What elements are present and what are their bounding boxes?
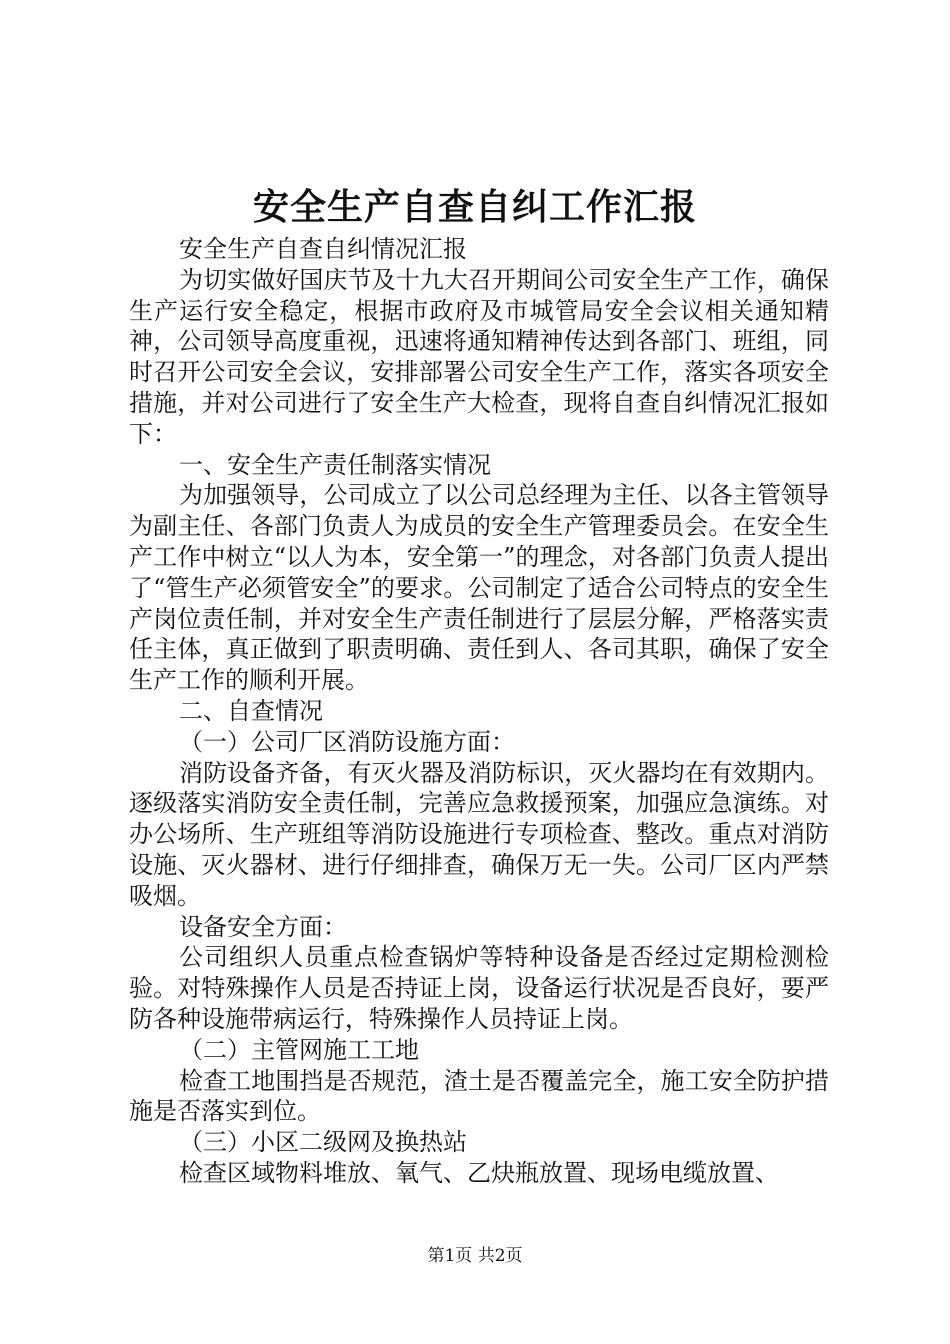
section-heading-2: 二、自查情况 xyxy=(179,696,323,725)
body-paragraph: 检查区域物料堆放、氧气、乙炔瓶放置、现场电缆放置、 xyxy=(179,1158,779,1187)
intro-paragraph: 为切实做好国庆节及十九大召开期间公司安全生产工作，确保生产运行安全稳定，根据市政府及市城管局安全会议相关通知精神，公司领导高度重视，迅速将通知精神传达到各部门、班组，同时召开公司安全会议，安排部署公司安全生产工作，落实各项安全措施，并对公司进行了安全生产大检查，现将自查自纠情况汇报如下： xyxy=(129,265,829,448)
subsection-heading: 设备安全方面： xyxy=(179,912,347,941)
document-body xyxy=(129,234,829,1189)
body-paragraph: 消防设备齐备，有灭火器及消防标识，灭火器均在有效期内。逐级落实消防安全责任制，完善应急救援预案，加强应急演练。对办公场所、生产班组等消防设施进行专项检查、整改。重点对消防设施、灭火器材、进行仔细排查，确保万无一失。公司厂区内严禁吸烟。 xyxy=(129,758,829,910)
subtitle-paragraph: 安全生产自查自纠情况汇报 xyxy=(179,235,467,263)
body-paragraph: 为加强领导，公司成立了以公司总经理为主任、以各主管领导为副主任、各部门负责人为成员的安全生产管理委员会。在安全生产工作中树立“以人为本，安全第一”的理念，对各部门负责人提出了“管生产必须管安全”的要求。公司制定了适合公司特点的安全生产岗位责任制，并对安全生产责任制进行了层层分解，严格落实责任主体，真正做到了职责明确、责任到人、各司其职，确保了安全生产工作的顺利开展。 xyxy=(129,481,829,695)
body-paragraph: 公司组织人员重点检查锅炉等特种设备是否经过定期检测检验。对特殊操作人员是否持证上岗，设备运行状况是否良好，要严防各种设施带病运行，特殊操作人员持证上岗。 xyxy=(129,943,829,1033)
body-paragraph: 检查工地围挡是否规范，渣土是否覆盖完全，施工安全防护措施是否落实到位。 xyxy=(129,1066,829,1126)
section-heading-1: 一、安全生产责任制落实情况 xyxy=(179,450,491,479)
subsection-heading-1: （一）公司厂区消防设施方面： xyxy=(179,727,515,756)
page-footer: 第1页 共2页 xyxy=(427,1246,523,1266)
document-title: 安全生产自查自纠工作汇报 xyxy=(252,186,697,228)
subsection-heading-3: （三）小区二级网及换热站 xyxy=(179,1128,467,1157)
subsection-heading-2: （二）主管网施工工地 xyxy=(179,1035,419,1064)
